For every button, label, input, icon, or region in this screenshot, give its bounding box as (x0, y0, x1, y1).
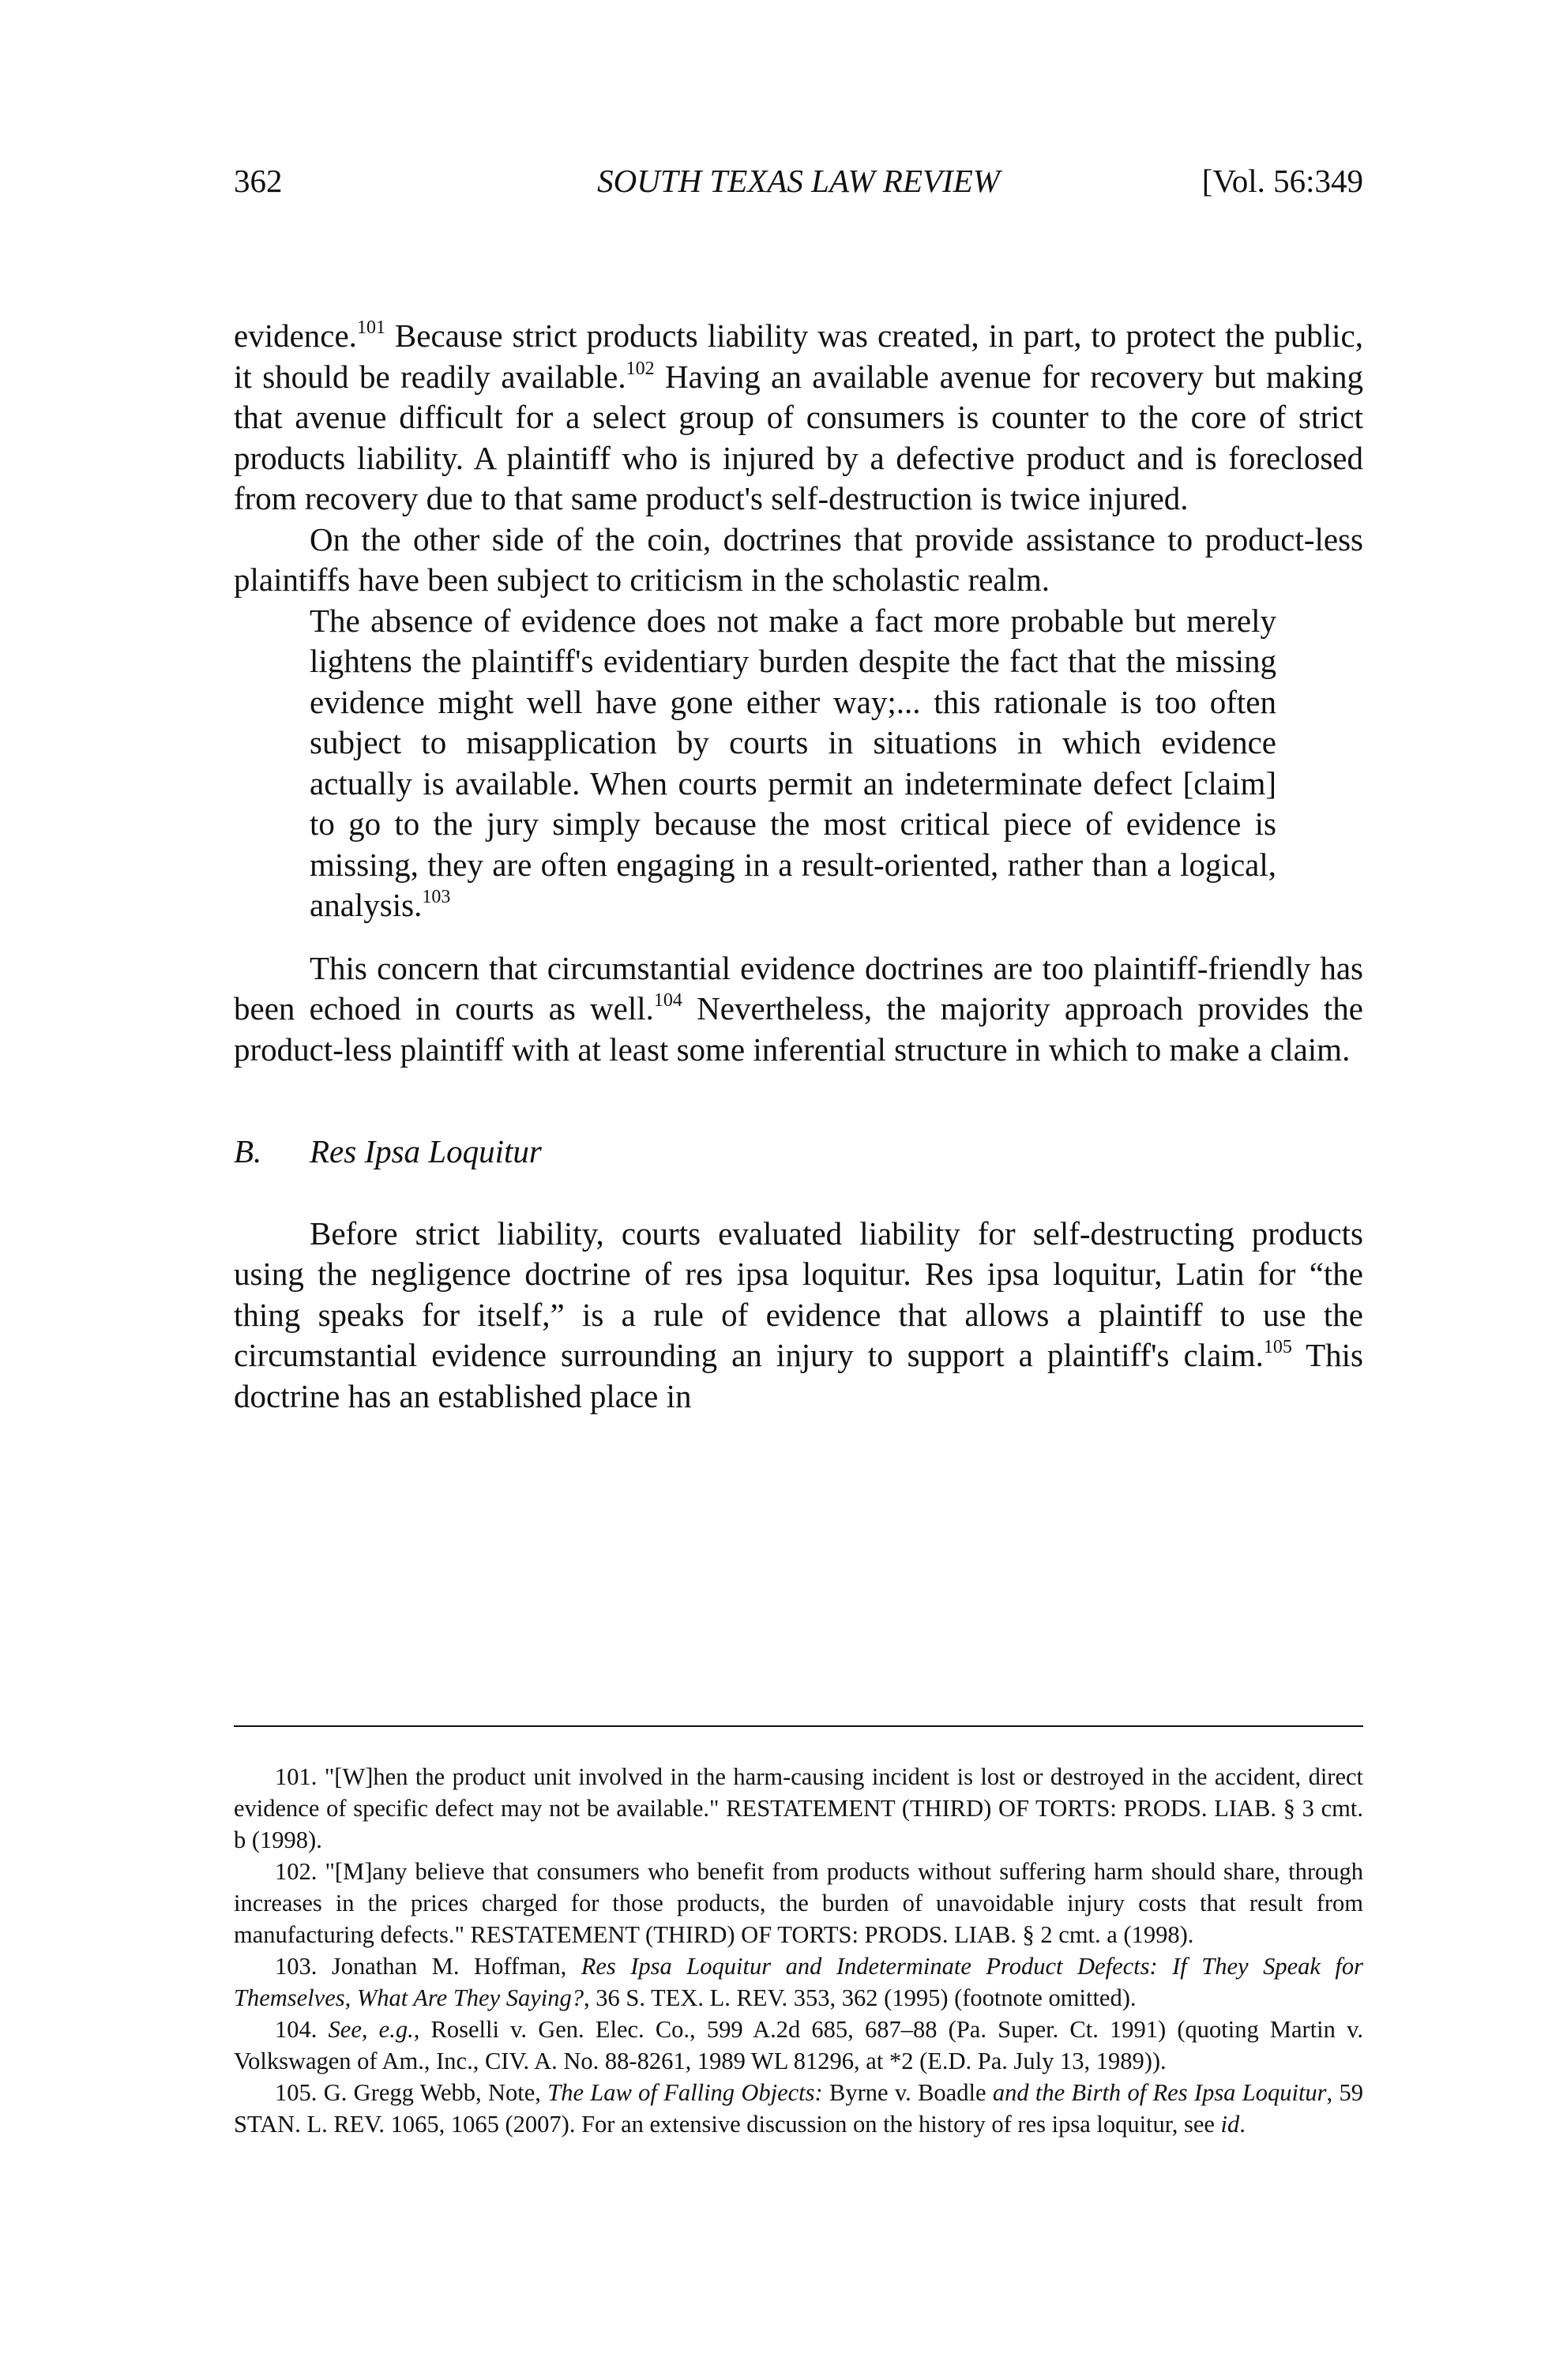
footnote-ref-102[interactable]: 102 (626, 358, 655, 379)
paragraph-4: Before strict liability, courts evaluated liability for self-destructing products using the negligence doctrine of res ipsa loquitur. Res ipsa loquitur, Latin for “the thing speaks for itself,” is a rule of evidence that allows a plaintiff to use the circumstantial evidence surrounding an injury to support a plaintiff's claim.$^{105}$ This doctrine has an established place in (234, 1214, 1363, 1414)
volume-citation: [Vol. 56:349 (1201, 163, 1363, 199)
section-title: Res Ipsa Loquitur (310, 1133, 542, 1169)
footnote-104: 104. See, e.g., Roselli v. Gen. Elec. Co., 599 A.2d 685, 687–88 (Pa. Super. Ct. 1991) (quoting Martin v. Volkswagen of Am., Inc., CIV. A. No. 88-8261, 1989 WL 81296, at *2 (E.D. Pa. July 13, 1989)). (234, 2016, 1363, 2074)
block-quote: The absence of evidence does not make a fact more probable but merely lightens the plaintiff's evidentiary burden despite the fact that the missing evidence might well have gone either way;... this rationale is too often subject to misapplication by courts in situations in which evidence actually is available. When courts permit an indeterminate defect [claim] to go to the jury simply because the most critical piece of evidence is missing, they are often engaging in a result-oriented, rather than a logical, analysis.$^{103}$ (310, 602, 1276, 923)
paragraph-2: On the other side of the coin, doctrines that provide assistance to product-less plaintiffs have been subject to criticism in the scholastic realm. (234, 520, 1363, 598)
journal-title: SOUTH TEXAS LAW REVIEW (597, 163, 1000, 199)
footnote-ref-104[interactable]: 104 (653, 990, 682, 1011)
running-header (234, 162, 1363, 209)
footnotes (234, 1761, 1363, 2140)
footnote-102: 102. "[M]any believe that consumers who benefit from products without suffering harm should share, through increases in the prices charged for those products, the burden of unavoidable injury costs that result from manufacturing defects." RESTATEMENT (THIRD) OF TORTS: PRODS. LIAB. § 2 cmt. a (1998). (234, 1858, 1363, 1948)
paragraph-3: This concern that circumstantial evidence doctrines are too plaintiff-friendly has been echoed in courts as well.$^{104}$ Nevertheless, the majority approach provides the product-less plaintiff with at least some inferential structure in which to make a claim. (234, 949, 1363, 1068)
page-number: 362 (234, 163, 283, 199)
footnote-101: 101. "[W]hen the product unit involved in the harm-causing incident is lost or destroyed in the accident, direct evidence of specific defect may not be available." RESTATEMENT (THIRD) OF TORTS: PRODS. LIAB. § 3 cmt. b (1998). (234, 1763, 1364, 1853)
section-label: B. (234, 1133, 262, 1169)
footnote-divider (234, 1725, 1363, 1727)
footnote-ref-105[interactable]: 105 (1263, 1337, 1292, 1357)
footnote-105: 105. G. Gregg Webb, Note, The Law of Falling Objects: Byrne v. Boadle and the Birth of Res Ipsa Loquitur, 59 STAN. L. REV. 1065, 1065 (2007). For an extensive discussion on the history of res ipsa loquitur, see id. (234, 2079, 1363, 2138)
section-heading (234, 1132, 1363, 1173)
footnote-ref-101[interactable]: 101 (356, 317, 385, 338)
paragraph-1: evidence.$^{101}$ Because strict products liability was created, in part, to protect the public, it should be readily available.$^{102}$ Having an available avenue for recovery but making that avenue difficult for a select group of consumers is counter to the core of strict products liability. A plaintiff who is injured by a defective product and is foreclosed from recovery due to that same product's self-destruction is twice injured. (234, 317, 1364, 516)
footnote-ref-103[interactable]: 103 (422, 887, 451, 907)
footnote-103: 103. Jonathan M. Hoffman, Res Ipsa Loquitur and Indeterminate Product Defects: If They Speak for Themselves, What Are They Saying?, 36 S. TEX. L. REV. 353, 362 (1995) (footnote omitted). (234, 1953, 1363, 2011)
main-text (234, 316, 1363, 1417)
